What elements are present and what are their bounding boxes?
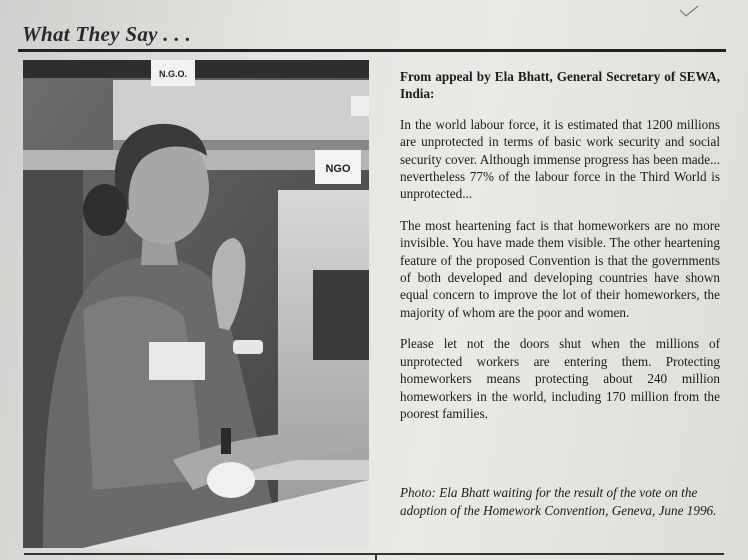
ngo-sign-back: N.G.O. [158, 69, 188, 79]
heading-rule [18, 49, 726, 52]
bottom-rule-divider [375, 553, 377, 560]
article-paragraph-3: Please let not the doors shut when the millions of unprotected workers are entering them. Protecting homeworkers means protecting about 240 million homeworkers in the world, including 170 million from the poorest families. [400, 336, 720, 421]
pen-check-mark-icon [678, 4, 700, 18]
article-paragraph-2: The most heartening fact is that homeworkers are no more invisible. You have made them visible. The other heartening feature of the proposed Convention is that the governments of both developed and developing countries have shown equal concern to improve the lot of their homeworkers, the majority of whom are the poor and women. [400, 217, 720, 320]
article-body [400, 68, 720, 436]
ngo-sign-front: NGO [325, 163, 351, 175]
photo-ela-bhatt [23, 60, 369, 548]
article-paragraph-1: In the world labour force, it is estimated that 1200 millions are unprotected in terms of basic work security and social security cover. Although immense progress has been made... nevertheless 77% of the labour force in the Third World is unprotected... [400, 116, 720, 202]
photo-caption: Photo: Ela Bhatt waiting for the result of the vote on the adoption of the Homework Convention, Geneva, June 1996. [400, 485, 717, 518]
article-lead: From appeal by Ela Bhatt, General Secretary of SEWA, India: [400, 69, 720, 102]
section-heading: What They Say . . . [22, 22, 192, 46]
bottom-rule [24, 553, 724, 555]
